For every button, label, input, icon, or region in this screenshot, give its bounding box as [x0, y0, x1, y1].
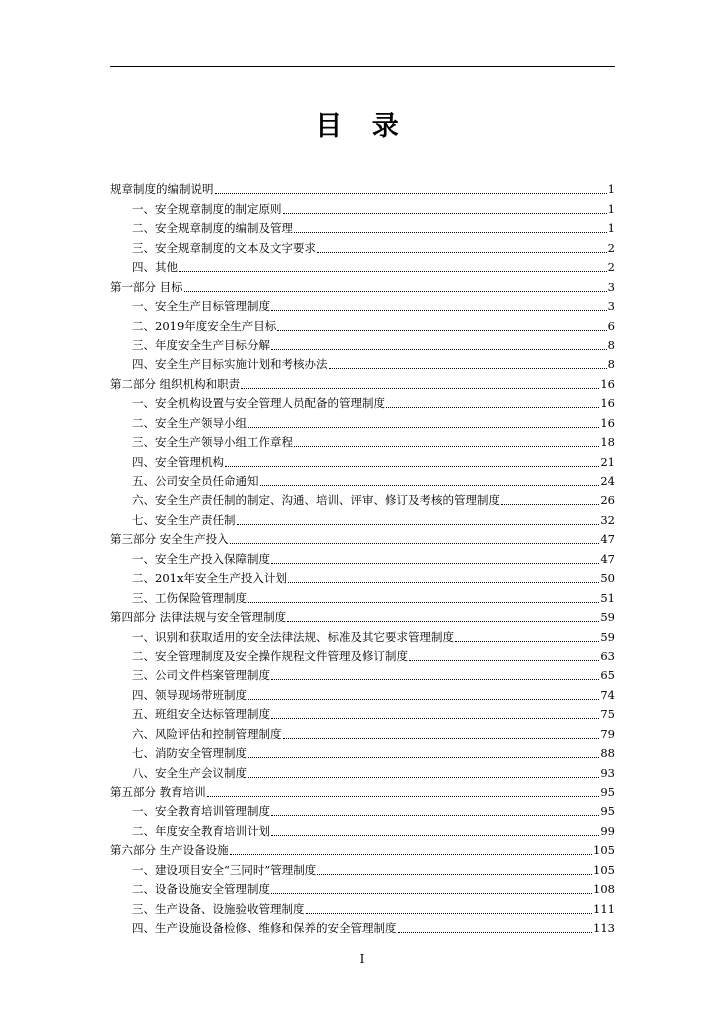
- toc-entry-label: 二、2019年度安全生产目标: [132, 318, 277, 333]
- toc-dot-leader: [317, 874, 592, 875]
- toc-entry[interactable]: [110, 336, 615, 355]
- toc-dot-leader: [271, 349, 607, 350]
- toc-dot-leader: [271, 718, 599, 719]
- toc-entry-label: 三、安全生产领导小组工作章程: [132, 435, 293, 450]
- toc-dot-leader: [207, 796, 600, 797]
- toc-entry[interactable]: [110, 510, 615, 529]
- toc-dot-leader: [398, 932, 593, 933]
- toc-entry-label: 一、安全机构设置与安全管理人员配备的管理制度: [132, 396, 385, 411]
- toc-entry-page: 16: [600, 376, 615, 391]
- toc-entry-label: 一、建设项目安全“三同时”管理制度: [132, 862, 317, 877]
- toc-entry-label: 五、班组安全达标管理制度: [132, 707, 270, 722]
- toc-entry-page: 95: [600, 804, 615, 819]
- toc-dot-leader: [271, 310, 607, 311]
- toc-entry-label: 三、工伤保险管理制度: [132, 590, 247, 605]
- toc-entry-label: 八、安全生产会议制度: [132, 765, 247, 780]
- toc-entry-page: 32: [600, 512, 615, 527]
- toc-entry-label: 第二部分 组织机构和职责: [110, 376, 241, 391]
- page-title: 目 录: [315, 111, 409, 142]
- toc-dot-leader: [294, 232, 607, 233]
- toc-entry-page: 1: [607, 201, 615, 216]
- toc-entry[interactable]: [110, 297, 615, 316]
- toc-entry-label: 一、安全生产目标管理制度: [132, 299, 270, 314]
- toc-entry[interactable]: [110, 413, 615, 432]
- header-rule: [110, 66, 615, 67]
- toc-entry-label: 二、201x年安全生产投入计划: [132, 571, 287, 586]
- toc-entry-label: 二、安全管理制度及安全操作规程文件管理及修订制度: [132, 648, 408, 663]
- toc-dot-leader: [271, 893, 592, 894]
- toc-entry[interactable]: [110, 355, 615, 374]
- toc-entry[interactable]: [110, 919, 615, 938]
- toc-entry[interactable]: [110, 647, 615, 666]
- toc-entry-label: 四、安全管理机构: [132, 454, 224, 469]
- toc-dot-leader: [271, 835, 599, 836]
- toc-entry-label: 第三部分 安全生产投入: [110, 532, 229, 547]
- toc-entry-page: 79: [600, 726, 615, 741]
- toc-dot-leader: [184, 291, 607, 292]
- toc-entry-label: 第六部分 生产设备设施: [110, 843, 229, 858]
- toc-entry-label: 二、设备设施安全管理制度: [132, 882, 270, 897]
- toc-entry-label: 四、其他: [132, 260, 178, 275]
- toc-entry-page: 16: [600, 396, 615, 411]
- toc-dot-leader: [230, 543, 600, 544]
- toc-entry[interactable]: [110, 880, 615, 899]
- toc-entry-page: 108: [593, 882, 615, 897]
- toc-entry[interactable]: [110, 530, 615, 549]
- toc-dot-leader: [409, 660, 599, 661]
- toc-entry[interactable]: [110, 549, 615, 568]
- toc-dot-leader: [386, 407, 599, 408]
- toc-entry[interactable]: [110, 724, 615, 743]
- toc-dot-leader: [248, 777, 599, 778]
- toc-dot-leader: [225, 466, 599, 467]
- toc-entry-label: 规章制度的编制说明: [110, 182, 214, 197]
- toc-dot-leader: [271, 563, 599, 564]
- toc-entry-page: 105: [593, 862, 615, 877]
- toc-entry-label: 一、安全规章制度的制定原则: [132, 201, 282, 216]
- toc-entry-label: 二、安全规章制度的编制及管理: [132, 221, 293, 236]
- toc-entry[interactable]: [110, 899, 615, 918]
- toc-dot-leader: [294, 446, 599, 447]
- toc-dot-leader: [248, 757, 599, 758]
- toc-entry-label: 四、安全生产目标实施计划和考核办法: [132, 357, 328, 372]
- toc-entry-label: 七、安全生产责任制: [132, 512, 236, 527]
- toc-entry[interactable]: [110, 608, 615, 627]
- toc-dot-leader: [283, 738, 600, 739]
- toc-entry-page: 47: [600, 551, 615, 566]
- toc-dot-leader: [277, 330, 606, 331]
- toc-entry-label: 二、年度安全教育培训计划: [132, 823, 270, 838]
- toc-entry-label: 第五部分 教育培训: [110, 785, 206, 799]
- toc-entry-label: 六、风险评估和控制管理制度: [132, 726, 282, 741]
- toc-entry-label: 二、安全生产领导小组: [132, 415, 247, 430]
- toc-dot-leader: [237, 524, 600, 525]
- toc-entry-page: 6: [607, 318, 615, 333]
- toc-entry[interactable]: [110, 316, 615, 335]
- toc-entry-label: 七、消防安全管理制度: [132, 746, 247, 761]
- toc-entry-page: 3: [607, 279, 615, 294]
- toc-entry-page: 24: [600, 474, 615, 488]
- toc-dot-leader: [329, 368, 607, 369]
- toc-entry-page: 8: [607, 337, 615, 352]
- toc-entry[interactable]: [110, 588, 615, 607]
- toc-entry-label: 四、生产设施设备检修、维修和保养的安全管理制度: [132, 921, 397, 936]
- toc-dot-leader: [501, 504, 599, 505]
- toc-dot-leader: [271, 679, 599, 680]
- toc-entry-page: 50: [600, 571, 615, 586]
- toc-entry[interactable]: [110, 705, 615, 724]
- toc-entry[interactable]: [110, 219, 615, 238]
- toc-entry-page: 21: [600, 454, 615, 469]
- toc-entry-label: 一、识别和获取适用的安全法律法规、标准及其它要求管理制度: [132, 629, 454, 644]
- toc-entry-page: 51: [600, 590, 615, 605]
- toc-entry-label: 三、安全规章制度的文本及文字要求: [132, 240, 316, 255]
- toc-entry-label: 一、安全生产投入保障制度: [132, 551, 270, 566]
- toc-entry-page: 65: [600, 668, 615, 683]
- toc-dot-leader: [288, 582, 599, 583]
- toc-entry-label: 三、年度安全生产目标分解: [132, 337, 270, 352]
- toc-entry-label: 三、生产设备、设施验收管理制度: [132, 901, 305, 916]
- toc-entry[interactable]: [110, 374, 615, 393]
- toc-entry-page: 1: [607, 182, 615, 197]
- toc-entry[interactable]: [110, 180, 615, 199]
- toc-entry[interactable]: [110, 802, 615, 821]
- toc-entry[interactable]: [110, 841, 615, 860]
- toc-entry[interactable]: [110, 569, 615, 588]
- toc-entry[interactable]: [110, 685, 615, 704]
- toc-entry[interactable]: [110, 238, 615, 257]
- page-number: I: [359, 952, 365, 966]
- toc-entry-page: 16: [600, 415, 615, 430]
- toc-entry[interactable]: [110, 199, 615, 218]
- toc-entry[interactable]: [110, 258, 615, 277]
- toc-entry-page: 59: [600, 610, 615, 625]
- toc-entry[interactable]: [110, 277, 615, 296]
- toc-entry-page: 47: [600, 532, 615, 547]
- toc-entry-label: 第一部分 目标: [110, 279, 183, 294]
- toc-entry[interactable]: [110, 860, 615, 879]
- toc-dot-leader: [287, 621, 599, 622]
- toc-entry-page: 99: [600, 823, 615, 838]
- toc-entry-page: 74: [600, 687, 615, 702]
- toc-entry[interactable]: [110, 763, 615, 782]
- toc-entry-page: 2: [607, 240, 615, 255]
- toc-entry-page: 113: [593, 921, 615, 936]
- toc-dot-leader: [306, 913, 593, 914]
- toc-entry-page: 93: [600, 765, 615, 780]
- toc-entry[interactable]: [110, 452, 615, 471]
- toc-entry[interactable]: [110, 433, 615, 452]
- table-of-contents: [110, 180, 615, 938]
- toc-entry-label: 第四部分 法律法规与安全管理制度: [110, 610, 287, 625]
- toc-dot-leader: [260, 485, 600, 486]
- toc-dot-leader: [179, 271, 607, 272]
- toc-entry-page: 3: [607, 299, 615, 314]
- toc-entry[interactable]: [110, 744, 615, 763]
- toc-dot-leader: [271, 815, 599, 816]
- toc-entry-page: 18: [600, 435, 615, 450]
- toc-entry[interactable]: [110, 491, 615, 510]
- toc-dot-leader: [283, 213, 607, 214]
- toc-entry-page: 75: [600, 707, 615, 722]
- toc-dot-leader: [248, 602, 599, 603]
- toc-entry-page: 1: [607, 221, 615, 236]
- toc-entry-page: 105: [593, 843, 615, 858]
- toc-dot-leader: [230, 854, 592, 855]
- toc-dot-leader: [248, 699, 599, 700]
- toc-entry-label: 一、安全教育培训管理制度: [132, 804, 270, 819]
- toc-entry[interactable]: [110, 472, 615, 491]
- toc-entry-page: 88: [600, 746, 615, 761]
- toc-entry[interactable]: [110, 394, 615, 413]
- toc-entry-label: 五、公司安全员任命通知: [132, 474, 259, 488]
- toc-entry[interactable]: [110, 783, 615, 802]
- toc-entry-page: 63: [600, 648, 615, 663]
- toc-entry-page: 26: [600, 493, 615, 508]
- toc-entry[interactable]: [110, 821, 615, 840]
- toc-dot-leader: [455, 641, 599, 642]
- toc-entry-page: 2: [607, 260, 615, 275]
- toc-entry-page: 95: [600, 785, 615, 799]
- toc-entry-label: 六、安全生产责任制的制定、沟通、培训、评审、修订及考核的管理制度: [132, 493, 500, 508]
- toc-dot-leader: [241, 388, 599, 389]
- toc-entry-page: 111: [593, 901, 615, 916]
- toc-entry-page: 8: [607, 357, 615, 372]
- toc-dot-leader: [317, 252, 607, 253]
- toc-entry-page: 59: [600, 629, 615, 644]
- toc-entry-label: 四、领导现场带班制度: [132, 687, 247, 702]
- toc-entry-label: 三、公司文件档案管理制度: [132, 668, 270, 683]
- toc-entry[interactable]: [110, 666, 615, 685]
- toc-entry[interactable]: [110, 627, 615, 646]
- toc-dot-leader: [248, 427, 599, 428]
- toc-dot-leader: [215, 193, 607, 194]
